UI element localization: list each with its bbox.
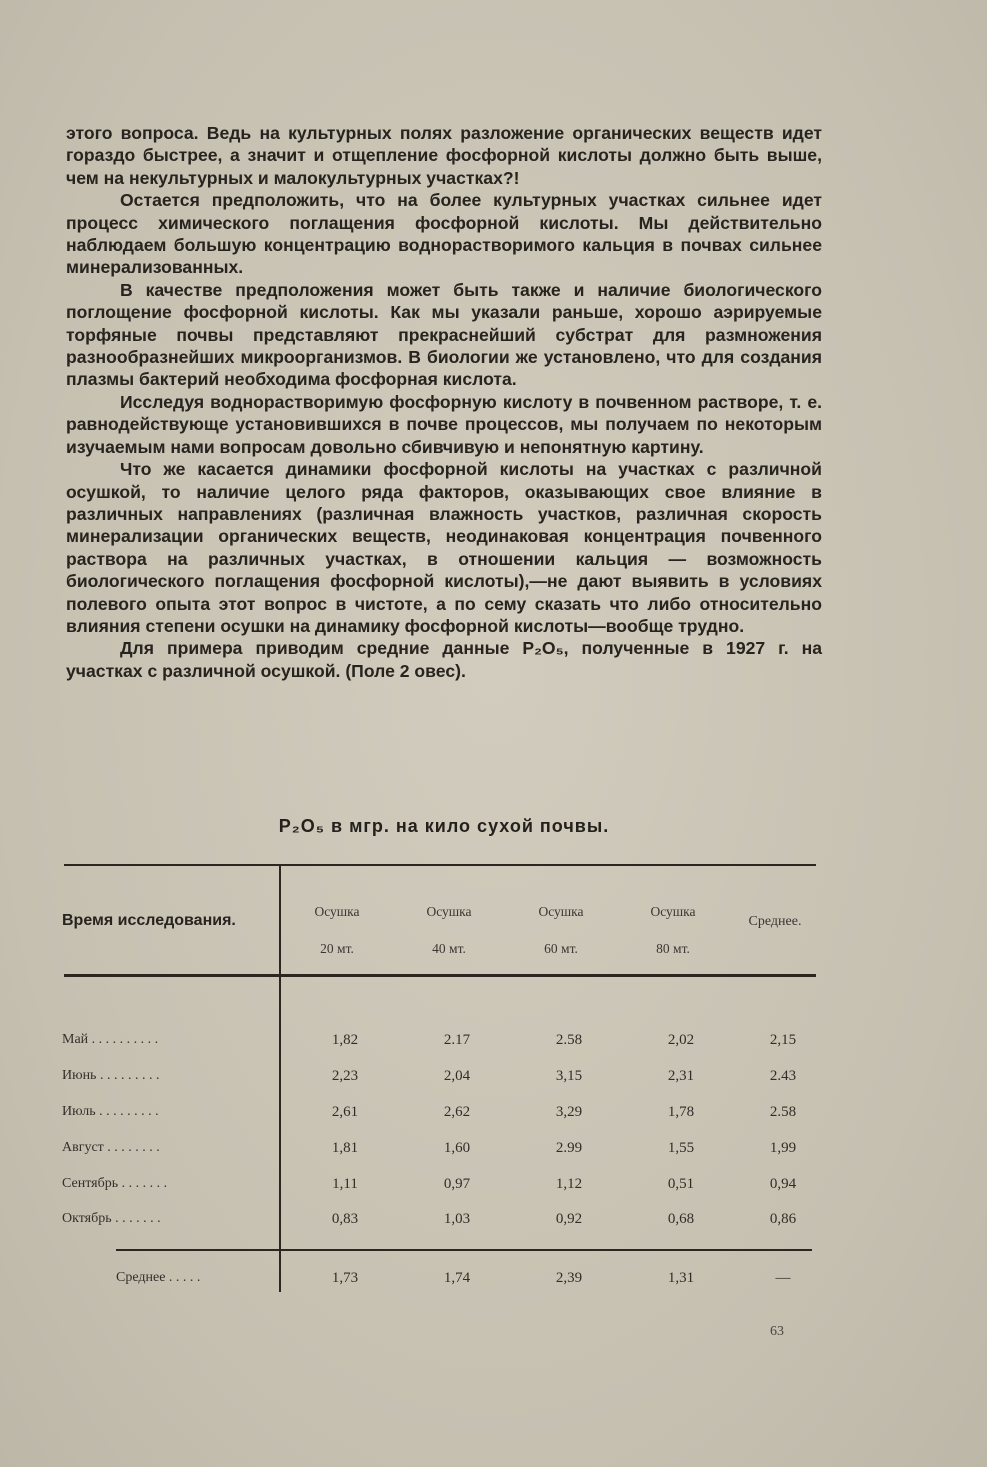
row-label: Июль . . . . . . . . . [62,1104,159,1119]
table-cell: 2.43 [769,1068,797,1084]
table-cell: 2,62 [443,1104,471,1120]
table-cell: 2.17 [443,1032,471,1048]
table-cell: 1,12 [555,1176,583,1192]
column-header-line: 80 мт. [656,941,690,956]
column-header-line: Осушка [650,904,696,919]
page-number: 63 [770,1324,784,1339]
table-cell: 0,94 [769,1176,797,1192]
table-cell: 2,23 [331,1068,359,1084]
column-header-line: 60 мт. [544,941,578,956]
table-cell: 2.58 [555,1032,583,1048]
column-header [506,893,616,967]
table-cell: 1,81 [331,1140,359,1156]
avg-column-header: Среднее. [748,914,802,929]
table-cell: 1,11 [332,1176,358,1192]
avg-row-label: Среднее . . . . . [116,1270,201,1285]
table-cell: 1,55 [667,1140,695,1156]
column-header-line: Осушка [426,904,472,919]
paragraph: этого вопроса. Ведь на культурных полях разложение органических веществ идет гораздо быстрее, а значит и отщепление фосфорной кислоты должно быть выше, чем на некультурных и малокультурных участках?! [66,123,822,188]
table-header-rule [64,974,816,977]
paragraph: Остается предположить, что на более культурных участках сильнее идет процесс химического поглащения фосфорной кислоты. Мы действительно наблюдаем большую концентрацию воднорастворимого кальция в почвах сильнее минерализованных. [66,190,822,278]
table-cell: 1,99 [769,1140,797,1156]
paragraph: Исследуя воднорастворимую фосфорную кислоту в почвенном растворе, т. е. равнодействующе установившихся в почве процессов, мы получаем по некоторым изучаемым нами вопросам довольно сбивчивую и непонятную картину. [66,391,822,457]
table-cell: 2,61 [331,1104,359,1120]
table-cell: 2.58 [769,1104,797,1120]
table-cell: 0,97 [443,1176,471,1192]
table-cell: 2.99 [555,1140,583,1156]
row-label: Июнь . . . . . . . . . [62,1068,160,1083]
table-cell: 2,04 [443,1068,471,1084]
column-header [618,893,728,967]
column-header-line: Осушка [538,904,584,919]
table-cell: 1,82 [331,1032,359,1048]
table-cell: 3,15 [555,1068,583,1084]
table-avg-rule [116,1249,812,1251]
row-label: Май . . . . . . . . . . [62,1032,159,1047]
row-label: Октябрь . . . . . . . [62,1211,161,1226]
row-header: Время исследования. [62,912,236,929]
table-cell: 0,86 [769,1211,797,1227]
avg-cell: 1,74 [443,1270,471,1286]
avg-cell: — [775,1270,791,1286]
table-cell: 2,02 [667,1032,695,1048]
table-cell: 0,83 [331,1211,359,1227]
column-header [282,893,392,967]
row-label: Сентябрь . . . . . . . [62,1176,168,1191]
paragraph: Что же касается динамики фосфорной кислоты на участках с различной осушкой, то наличие целого ряда факторов, оказывающих свое влияние в различных направлениях (различная влажность участков, различная скорость минерализации органических веществ, неодинаковая концентрация почвенного раствора на различных участках, в отношении кальция — возможность биологического поглащения фосфорной кислоты),—не дают выявить в условиях полевого опыта этот вопрос в чистоте, а по сему сказать что либо относительно влияния степени осушки на динамику фосфорной кислоты—вообще трудно. [66,459,822,636]
column-header-line: 40 мт. [432,941,466,956]
table-title: P₂O₅ в мгр. на кило сухой почвы. [278,816,610,836]
paragraph: В качестве предположения может быть также и наличие биологического поглощение фосфорной кислоты. Как мы указали раньше, хорошо аэрируемые торфяные почвы представляют прекраснейший субстрат для размножения разнообразнейших микроорганизмов. В биологии же установлено, что для создания плазмы бактерий необходима фосфорная кислота. [66,279,822,390]
table-cell: 1,78 [667,1104,695,1120]
table-cell: 3,29 [555,1104,583,1120]
avg-cell: 1,31 [667,1270,695,1286]
column-header-line: 20 мт. [320,941,354,956]
table-cell: 2,15 [769,1032,797,1048]
paragraph: Для примера приводим средние данные P₂O₅, полученные в 1927 г. на участках с различной осушкой. (Поле 2 овес). [66,638,822,681]
avg-cell: 2,39 [555,1270,583,1286]
table-cell: 2,31 [667,1068,695,1084]
column-header [394,893,504,967]
table-cell: 0,92 [555,1211,583,1227]
body-text [66,122,822,682]
avg-cell: 1,73 [331,1270,359,1286]
table-cell: 0,68 [667,1211,695,1227]
table-cell: 1,60 [443,1140,471,1156]
table-top-rule [64,864,816,866]
row-label: Август . . . . . . . . [62,1140,160,1155]
table-stub-divider [279,866,281,1292]
table-cell: 0,51 [667,1176,695,1192]
table-cell: 1,03 [443,1211,471,1227]
column-header-line: Осушка [314,904,360,919]
